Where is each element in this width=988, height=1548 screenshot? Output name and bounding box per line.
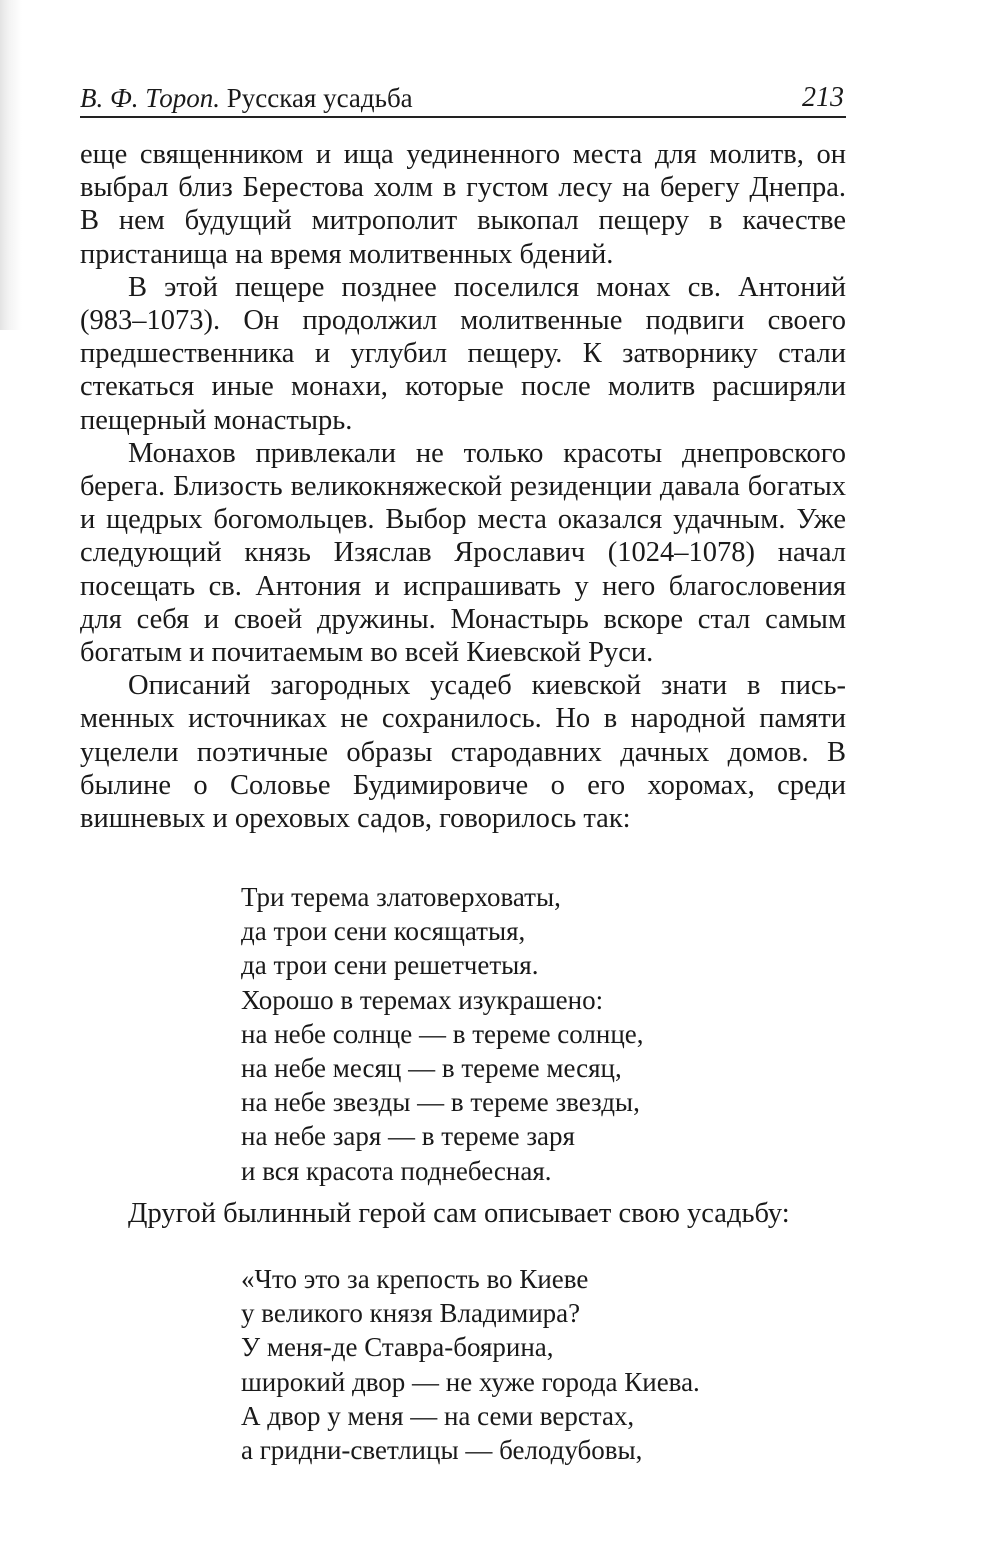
paragraph-1: еще священником и ища уединенного места для молитв, он выбрал близ Берестова холм в густом лесу на берегу Днепра. В нем будущий митрополит выкопал пещеру в качестве пристанища на время молитвенных бдений. xyxy=(80,139,846,270)
verse-line: на небе солнце — в тереме солнце, xyxy=(241,1018,644,1049)
paragraph-2: В этой пещере позднее поселился монах св. Антоний (983–1073). Он продолжил молитвенные подвиги своего предшественника и углубил пещеру. К затворнику стали стекаться иные монахи, которые после молитв расширяли пещерный монастырь. xyxy=(80,271,846,436)
verse-line: Три терема златоверховаты, xyxy=(241,882,561,912)
verse-quote-2 xyxy=(241,1262,700,1467)
paragraph-4: Описаний загородных усадеб киевской знати в письменных источниках не сохранилось. Но в народной памяти уцелели поэтичные образы стародавних дачных домов. В былине о Соловье Будимировиче о его хоромах, среди вишневых и ореховых садов, говорилось так: xyxy=(80,670,846,835)
running-head xyxy=(80,80,413,116)
page-edge-shadow xyxy=(0,0,22,330)
verse-line: да трои сени косящатыя, xyxy=(241,916,526,947)
verse-line: на небе месяц — в тереме месяц, xyxy=(241,1053,622,1084)
verse-line: У меня-де Ставра-боярина, xyxy=(241,1332,554,1363)
verse-line: широкий двор — не хуже города Киева. xyxy=(241,1366,700,1397)
paragraph-3: Монахов привлекали не только красоты днепровского берега. Близость великокняжеской резиденции давала богатых и щедрых богомольцев. Выбор места оказался удачным. Уже следующий князь Изяслав Ярославич (1024–1078) начал посещать св. Антония и испрашивать у него благословения для себя и своей дружины. Монастырь вскоре стал самым богатым и почитаемым во всей Киевской Руси. xyxy=(80,437,846,669)
verse-line: Хорошо в теремах изукрашено: xyxy=(241,984,604,1015)
body-text xyxy=(80,138,846,835)
verse-line: да трои сени решетчетыя. xyxy=(241,950,539,981)
page-number: 213 xyxy=(802,82,844,113)
verse-line: на небе звезды — в тереме звезды, xyxy=(241,1087,640,1118)
verse-line: А двор у меня — на семи верстах, xyxy=(241,1400,635,1431)
verse-line: у великого князя Владимира? xyxy=(241,1298,581,1329)
verse-quote-1 xyxy=(241,880,644,1188)
verse-line: «Что это за крепость во Киеве xyxy=(241,1264,589,1294)
verse-line: на небе заря — в тереме заря xyxy=(241,1121,575,1152)
verse-line: и вся красота поднебесная. xyxy=(241,1155,552,1186)
header-author: В. Ф. Тороп. xyxy=(80,83,220,113)
page-header xyxy=(80,80,846,118)
header-book-title: Русская усадьба xyxy=(226,83,413,113)
paragraph-5: Другой былинный герой сам описывает свою усадьбу: xyxy=(128,1198,790,1229)
verse-line: а гридни-светлицы — белодубовы, xyxy=(241,1435,643,1466)
